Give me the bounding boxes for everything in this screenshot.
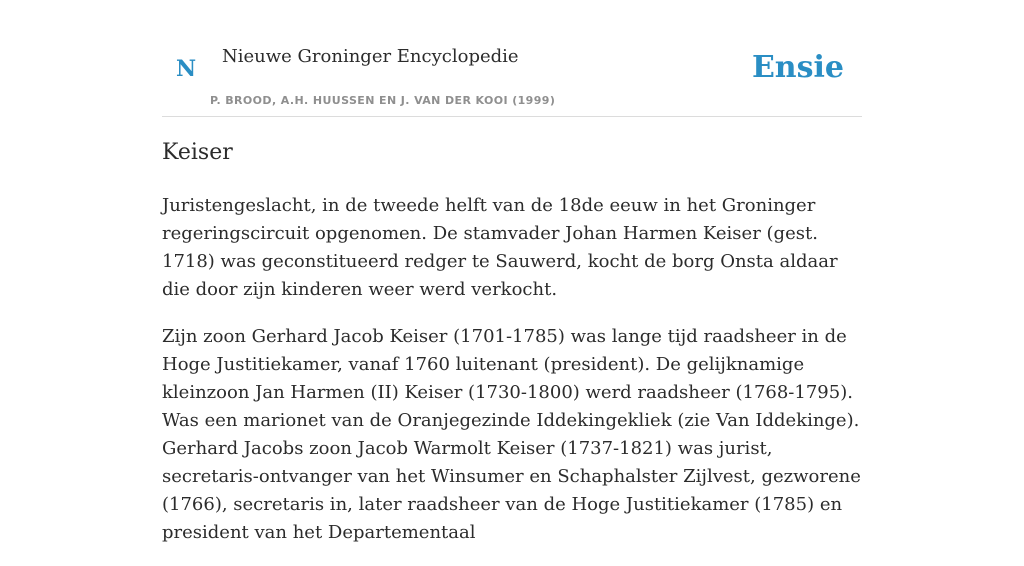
article-paragraph: Juristengeslacht, in de tweede helft van de 18de eeuw in het Groninger regeringscircuit opgenomen. De stamvader Johan Harmen Keiser (gest. 1718) was geconstitueerd redger te Sauwerd, kocht de borg Onsta aldaar die door zijn kinderen weer werd verkocht. [162, 195, 838, 300]
encyclopedia-authors: P. BROOD, A.H. HUUSSEN EN J. VAN DER KOOI (1999) [210, 94, 556, 107]
article-paragraph: Zijn zoon Gerhard Jacob Keiser (1701-1785) was lange tijd raadsheer in de Hoge Justitiekamer, vanaf 1760 luitenant (president). De gelijknamige kleinzoon Jan Harmen (II) Keiser (1730-1800) werd raadsheer (1768-1795). Was een marionet van de Oranjegezinde Iddekingekliek (zie Van Iddekinge). Gerhard Jacobs zoon Jacob Warmolt Keiser (1737-1821) was jurist, secretaris-ontvanger van het Winsumer en Schaphalster Zijlvest, gezworene (1766), secretaris in, later raadsheer van de Hoge Justitiekamer (1785) en president van het Departementaal [162, 326, 861, 543]
article-body [162, 192, 862, 566]
encyclopedia-header [162, 0, 862, 117]
ensie-logo-link[interactable]: Ensie [751, 50, 844, 85]
encyclopedia-title[interactable]: Nieuwe Groninger Encyclopedie [222, 46, 519, 67]
article-title: Keiser [162, 140, 233, 165]
encyclopedia-logo[interactable]: N [176, 56, 197, 82]
